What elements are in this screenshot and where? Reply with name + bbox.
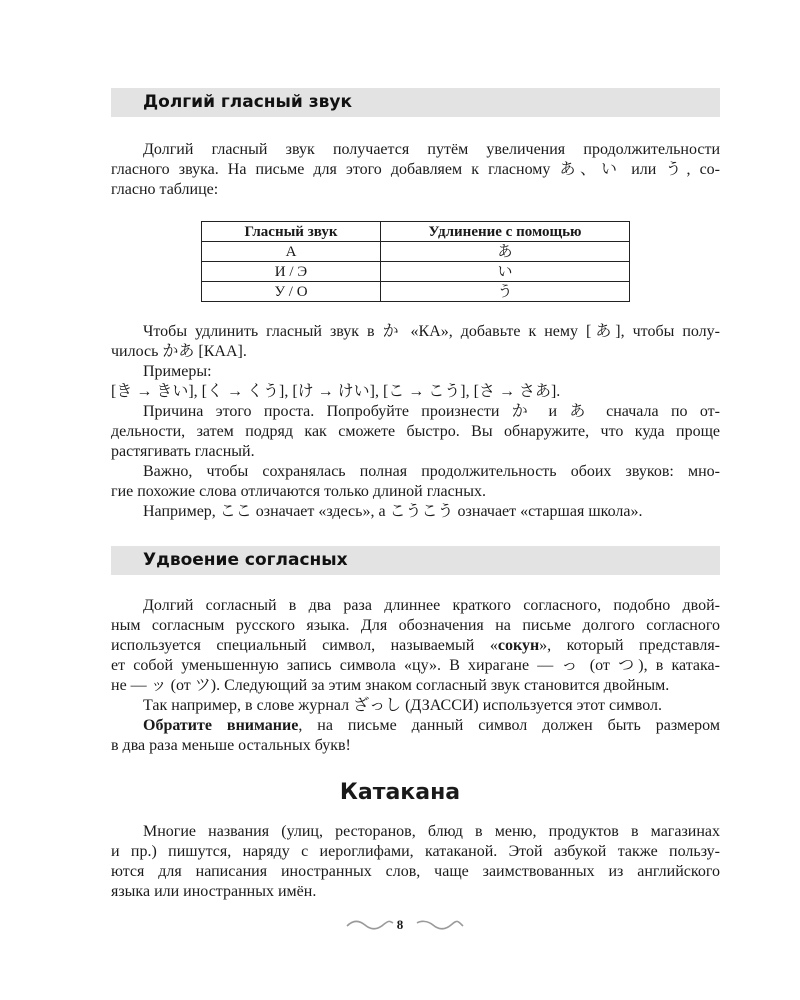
paragraph-line: Многие названия (улиц, ресторанов, блюд в меню, продуктов в магазинах [143,823,720,840]
paragraph-line: Например, ここ означает «здесь», а こうこう означает «старшая школа». [143,503,643,520]
section-title: Долгий гласный звук [143,92,352,112]
paragraph-line: ет собой уменьшенную запись символа «цу». В хирагане — っ (от つ), в катака- [111,657,720,674]
paragraph-line: Важно, чтобы сохранялась полная продолжительность обоих звуков: мно- [143,463,720,480]
examples-label: Примеры: [143,363,212,380]
paragraph-line: Долгий согласный в два раза длиннее краткого согласного, подобно двой- [143,597,720,614]
paragraph-line: Долгий гласный звук получается путём увеличения продолжительности [143,141,720,158]
paragraph-line: дельности, затем подряд как сможете быстро. Вы обнаружите, что куда проще [111,423,720,440]
paragraph-line: используется специальный символ, называемый «сокун», который представля- [111,637,720,654]
table-cell: У / О [202,282,381,302]
paragraph-line: ются для написания иностранных слов, чаще заимствованных из английского [111,863,720,880]
examples-line: [き → きい], [く → くう], [け → けい], [こ → こう], [さ → さあ]. [111,383,561,400]
table-cell: И / Э [202,262,381,282]
vowel-length-table [201,221,630,302]
table-header: Гласный звук [202,222,381,242]
table-cell: う [381,282,630,302]
paragraph-line: Так например, в слове журнал ざっし (ДЗАССИ) используется этот символ. [143,697,663,714]
paragraph-line: Обратите внимание, на письме данный символ должен быть размером [143,717,721,734]
section-heading-double-consonants [111,546,720,575]
section-title: Удвоение согласных [143,550,348,570]
paragraph-line: Чтобы удлинить гласный звук в か «КА», добавьте к нему [あ], чтобы полу- [143,323,720,340]
section-heading-long-vowel [111,88,720,117]
term-sokun: сокун [497,637,540,654]
paragraph-line: в два раза меньше остальных букв! [111,737,351,754]
page-number: 8 [396,917,404,932]
table-header-row [202,222,630,242]
paragraph-line: гие похожие слова отличаются только длиной гласных. [111,483,486,500]
table-row [202,262,630,282]
wave-ornament-right-icon [416,918,464,932]
table-row [202,242,630,262]
paragraph-line: растягивать гласный. [111,443,255,460]
paragraph-line: и пр.) пишутся, наряду с иероглифами, катаканой. Этой азбукой также пользу- [111,843,720,860]
table-cell: い [381,262,630,282]
note-emphasis: Обратите внимание [143,717,299,734]
table-cell: А [202,242,381,262]
paragraph-line: гласно таблице: [111,181,219,198]
paragraph-line: не — ッ (от ツ). Следующий за этим знаком согласный звук становится двойным. [111,677,670,694]
chapter-heading: Катакана [339,780,461,805]
paragraph-line: Причина этого проста. Попробуйте произнести か и あ сначала по от- [143,403,720,420]
paragraph-line: ным согласным русского языка. Для обозначения на письме долгого согласного [111,617,720,634]
paragraph-line: чилось かあ [КАА]. [111,343,247,360]
table-row [202,282,630,302]
table-cell: あ [381,242,630,262]
paragraph-line: языка или иностранных имён. [111,883,317,900]
table-header: Удлинение с помощью [381,222,630,242]
paragraph-line: гласного звука. На письме для этого добавляем к гласному あ、い или う, со- [111,161,720,178]
